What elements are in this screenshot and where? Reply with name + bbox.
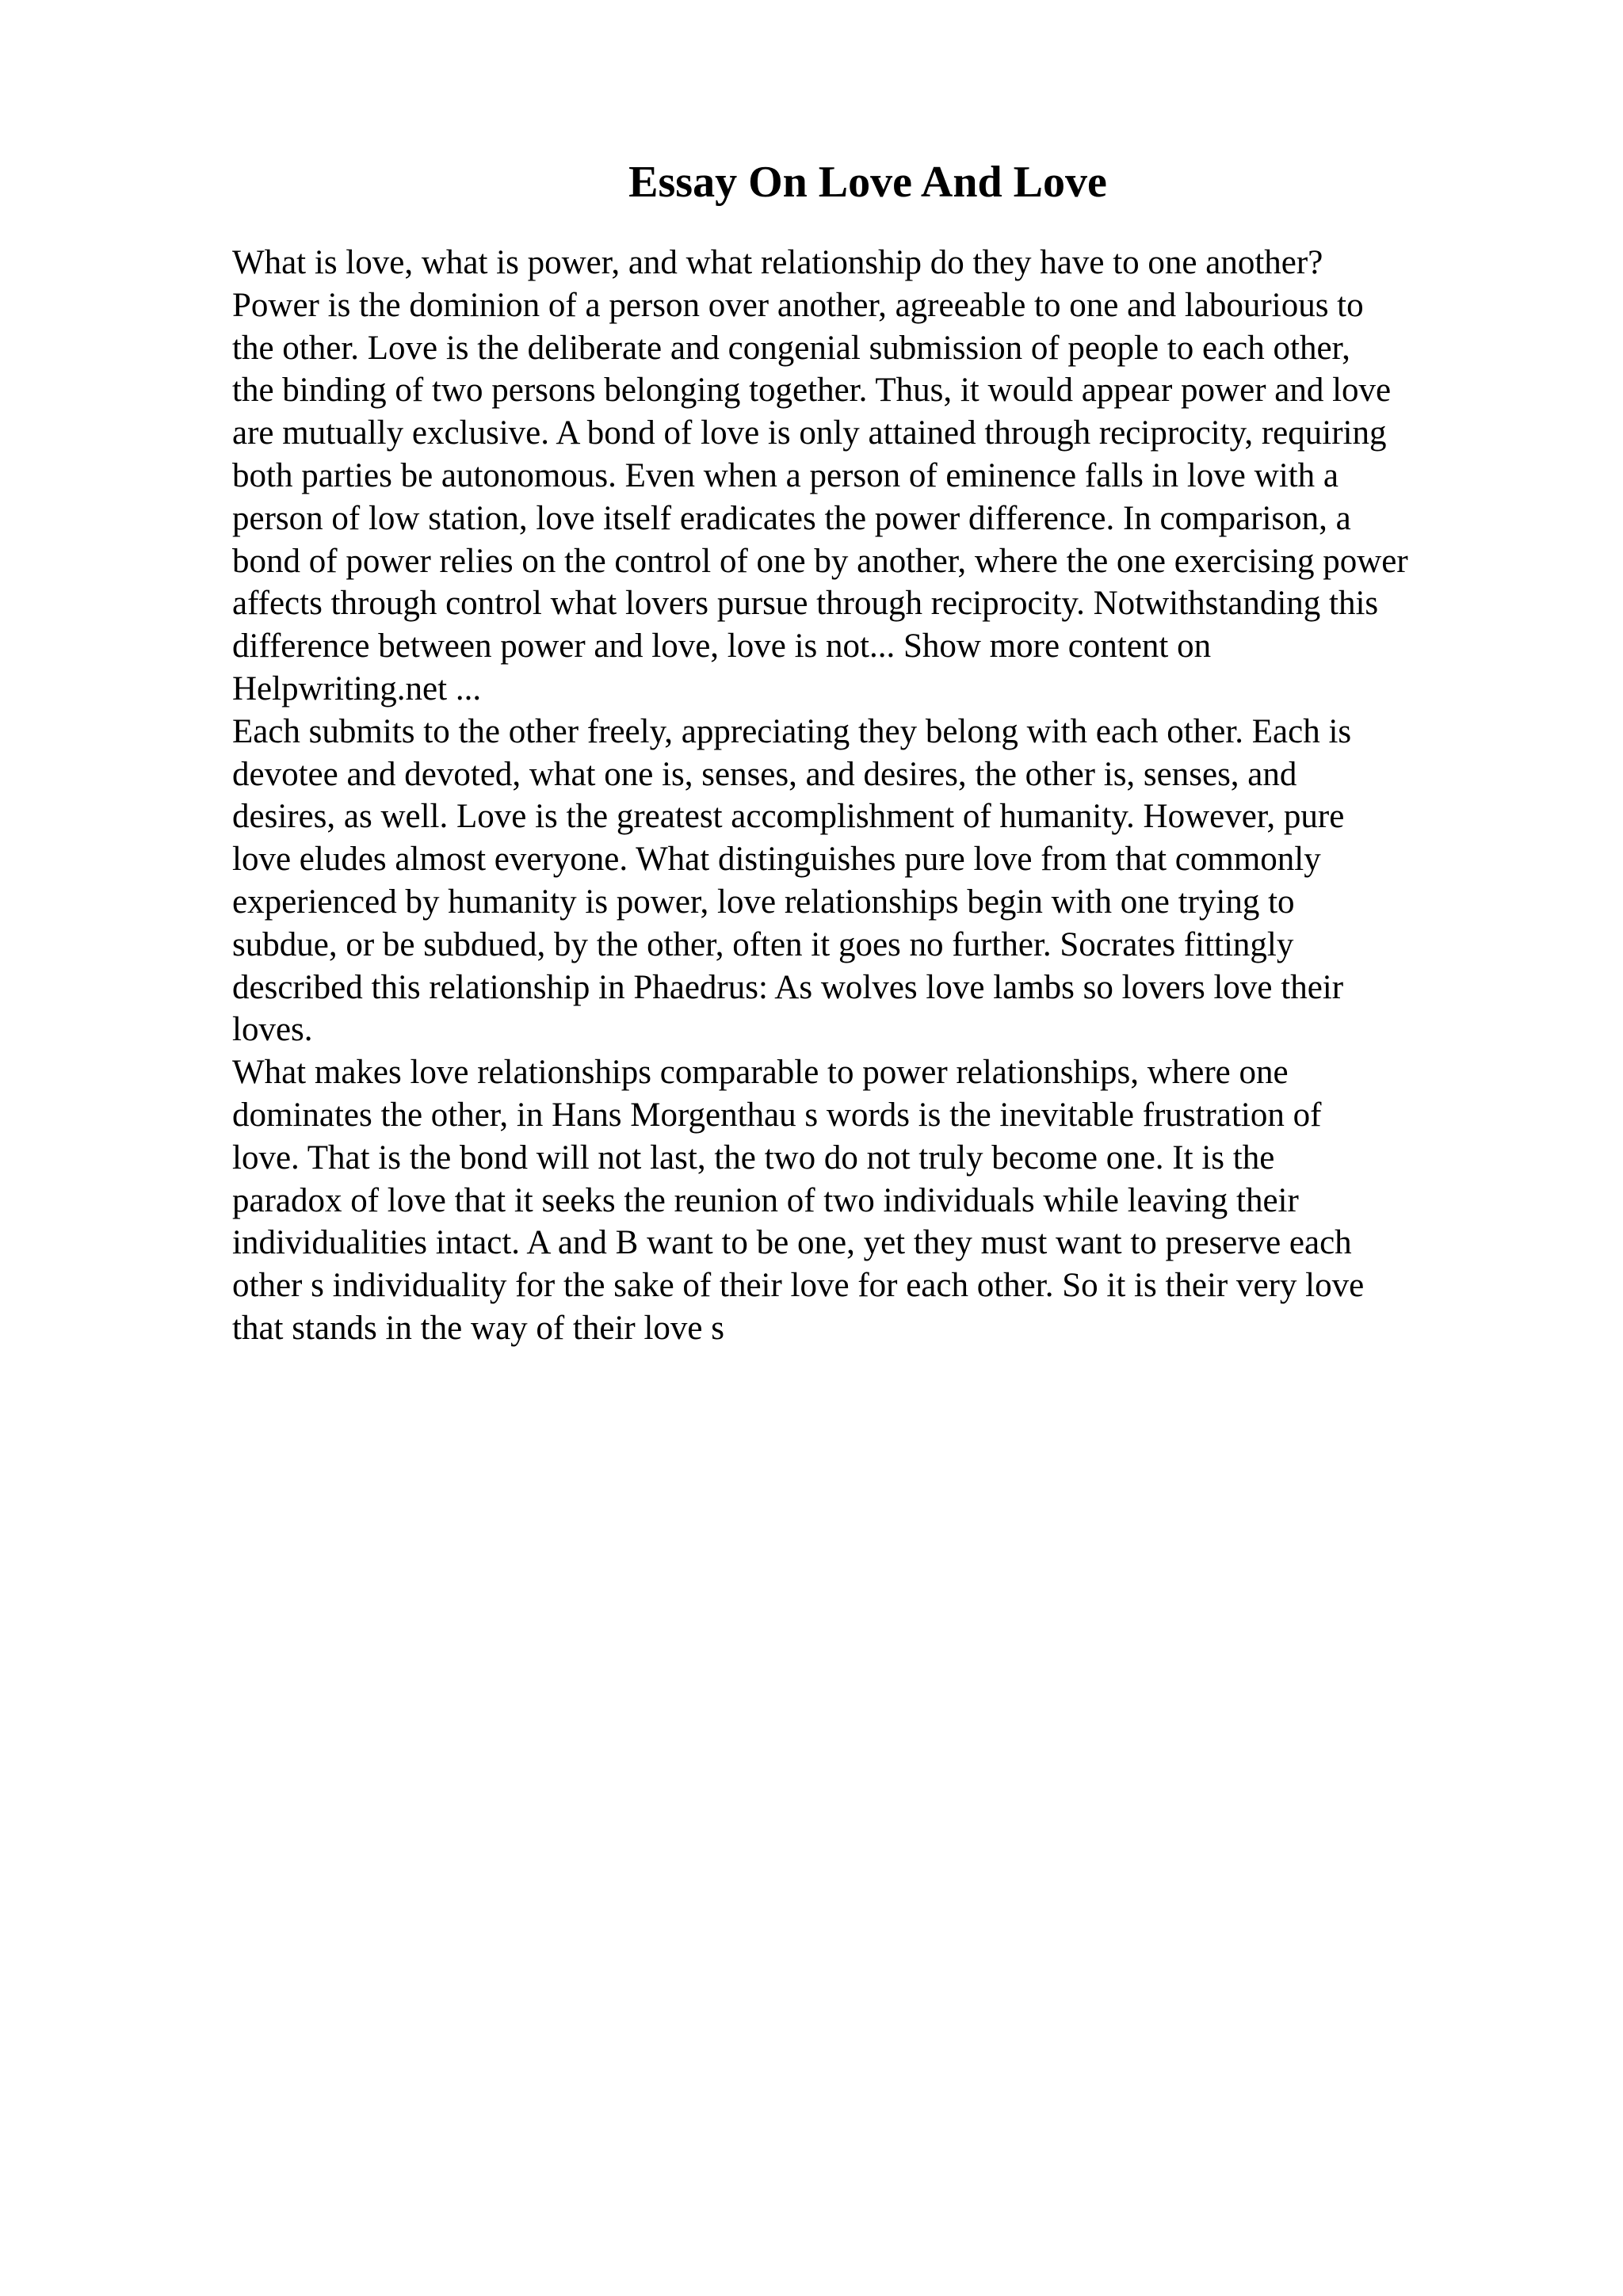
- body-line: bond of power relies on the control of one by another, where the one exercising power: [232, 542, 1408, 580]
- body-line: experienced by humanity is power, love relationships begin with one trying to: [232, 883, 1295, 921]
- body-line: What makes love relationships comparable to power relationships, where one: [232, 1054, 1289, 1092]
- body-line: that stands in the way of their love s: [232, 1309, 724, 1347]
- body-line: other s individuality for the sake of their love for each other. So it is their very love: [232, 1267, 1365, 1305]
- body-line: paradox of love that it seeks the reunion of two individuals while leaving their: [232, 1181, 1299, 1219]
- document-title: Essay On Love And Love: [628, 158, 1107, 207]
- body-line: dominates the other, in Hans Morgenthau s words is the inevitable frustration of: [232, 1096, 1322, 1134]
- body-line: affects through control what lovers pursue through reciprocity. Notwithstanding this: [232, 585, 1379, 623]
- body-line: loves.: [232, 1011, 313, 1049]
- body-line: the binding of two persons belonging together. Thus, it would appear power and love: [232, 372, 1392, 410]
- body-line: desires, as well. Love is the greatest accomplishment of humanity. However, pure: [232, 798, 1345, 836]
- body-line: the other. Love is the deliberate and congenial submission of people to each other,: [232, 329, 1350, 367]
- body-line: What is love, what is power, and what relationship do they have to one another?: [232, 244, 1323, 281]
- body-line: Each submits to the other freely, appreciating they belong with each other. Each is: [232, 712, 1352, 750]
- body-line: individualities intact. A and B want to be one, yet they must want to preserve each: [232, 1224, 1352, 1262]
- body-line: difference between power and love, love is not... Show more content on: [232, 627, 1212, 666]
- body-line: described this relationship in Phaedrus: As wolves love lambs so lovers love their: [232, 968, 1344, 1006]
- body-line: love eludes almost everyone. What distinguishes pure love from that commonly: [232, 841, 1321, 879]
- document-body: [232, 242, 1516, 1350]
- body-line: love. That is the bond will not last, the two do not truly become one. It is the: [232, 1138, 1275, 1177]
- body-line: Helpwriting.net ...: [232, 669, 482, 707]
- body-line: person of low station, love itself eradicates the power difference. In comparison, a: [232, 499, 1351, 537]
- body-line: subdue, or be subdued, by the other, often it goes no further. Socrates fittingly: [232, 925, 1294, 963]
- body-line: devotee and devoted, what one is, senses, and desires, the other is, senses, and: [232, 755, 1297, 793]
- body-line: Power is the dominion of a person over another, agreeable to one and labourious to: [232, 286, 1364, 324]
- body-line: both parties be autonomous. Even when a person of eminence falls in love with a: [232, 456, 1338, 494]
- body-line: are mutually exclusive. A bond of love is only attained through reciprocity, requiring: [232, 414, 1387, 452]
